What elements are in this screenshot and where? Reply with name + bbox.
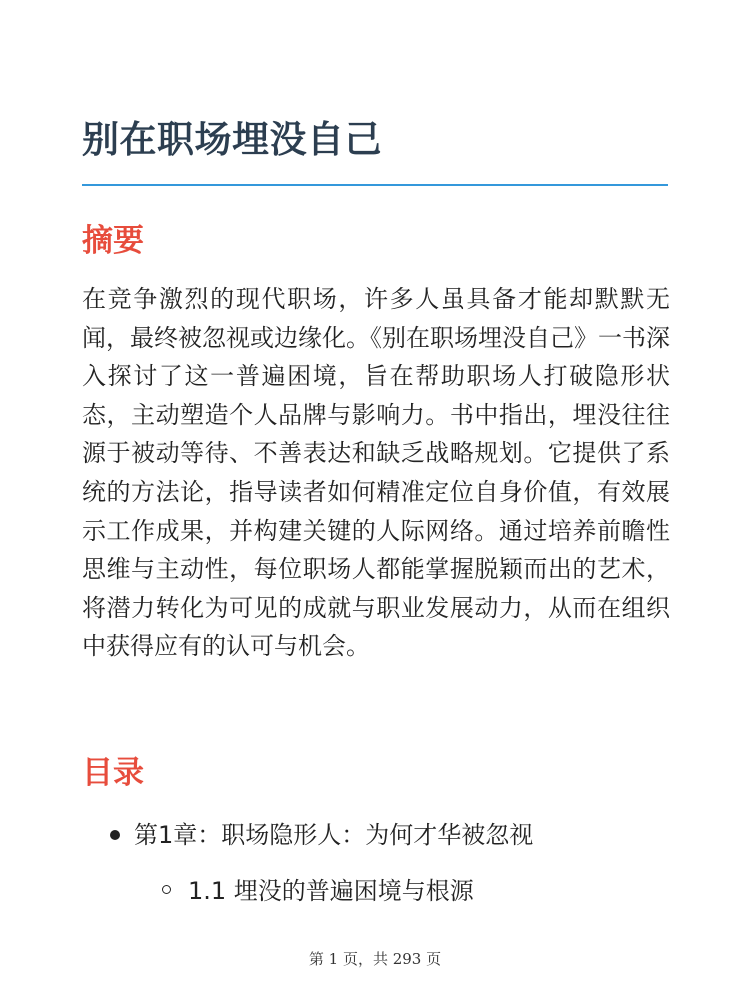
toc-item-label: 第1章：职场隐形人：为何才华被忽视 — [134, 821, 534, 849]
document-title: 别在职场埋没自己 — [82, 118, 382, 161]
toc-subitem-1-1[interactable] — [0, 871, 750, 913]
page-number: 第 1 页，共 293 页 — [308, 950, 442, 968]
toc-item-chapter-1[interactable] — [0, 815, 750, 857]
hollow-bullet-icon — [162, 885, 171, 894]
abstract-paragraph: 在竞争激烈的现代职场，许多人虽具备才能却默默无闻，最终被忽视或边缘化。《别在职场埋没自己》一书深入探讨了这一普遍困境，旨在帮助职场人打破隐形状态，主动塑造个人品牌与影响力。书中指出，埋没往往源于被动等待、不善表达和缺乏战略规划。它提供了系统的方法论，指导读者如何精准定位自身价值，有效展示工作成果，并构建关键的人际网络。通过培养前瞻性思维与主动性，每位职场人都能掌握脱颖而出的艺术，将潜力转化为可见的成就与职业发展动力，从而在组织中获得应有的认可与机会。 — [82, 285, 670, 661]
toc-list — [0, 815, 750, 913]
bullet-icon — [110, 830, 120, 840]
title-divider — [82, 184, 668, 186]
abstract-heading: 摘要 — [82, 223, 144, 259]
toc-heading: 目录 — [82, 755, 144, 791]
toc-subitem-label: 1.1 埋没的普遍困境与根源 — [188, 877, 474, 905]
